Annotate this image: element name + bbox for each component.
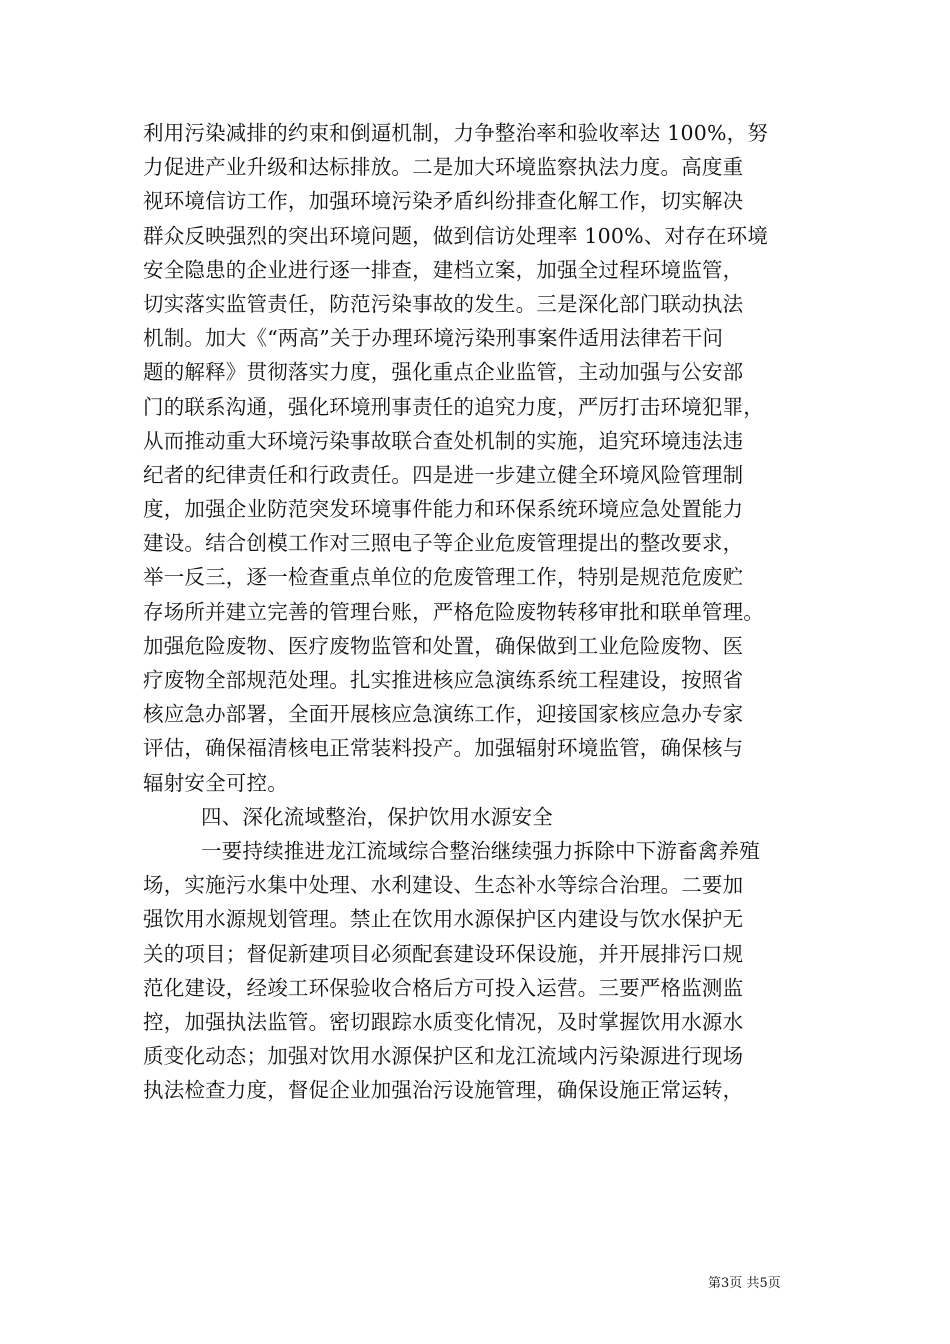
footer-total-pages: 5 xyxy=(759,1276,768,1291)
footer-current-page: 3 xyxy=(721,1276,730,1291)
text-line: 质变化动态；加强对饮用水源保护区和龙江流域内污染源进行现场 xyxy=(143,1044,744,1069)
footer-middle: 页 共 xyxy=(729,1276,760,1291)
text-line: 场，实施污水集中处理、水利建设、生态补水等综合治理。二要加 xyxy=(143,873,744,898)
text-line: 度，加强企业防范突发环境事件能力和环保系统环境应急处置能力 xyxy=(143,497,744,522)
text-line: 一要持续推进龙江流域综合整治继续强力拆除中下游畜禽养殖 xyxy=(201,838,760,863)
text-line: 存场所并建立完善的管理台账，严格危险废物转移审批和联单管理。 xyxy=(143,599,764,624)
footer-suffix: 页 xyxy=(767,1276,781,1291)
text-line: 切实落实监管责任，防范污染事故的发生。三是深化部门联动执法 xyxy=(143,291,744,316)
footer-prefix: 第 xyxy=(708,1276,722,1291)
text-line: 疗废物全部规范处理。扎实推进核应急演练系统工程建设，按照省 xyxy=(143,668,744,692)
text-line: 关的项目；督促新建项目必须配套建设环保设施，并开展排污口规 xyxy=(143,941,744,966)
text-line: 核应急办部署，全面开展核应急演练工作，迎接国家核应急办专家 xyxy=(143,702,744,727)
text-line: 视环境信访工作，加强环境污染矛盾纠纷排查化解工作，切实解决 xyxy=(143,189,744,214)
text-line: 举一反三，逐一检查重点单位的危废管理工作，特别是规范危废贮 xyxy=(143,565,744,590)
body-text xyxy=(143,116,813,1107)
text-line: 机制。加大《“两高”关于办理环境污染刑事案件适用法律若干问 xyxy=(143,326,724,351)
text-line: 执法检查力度，督促企业加强治污设施管理，确保设施正常运转， xyxy=(143,1078,744,1103)
text-line: 题的解释》贯彻落实力度，强化重点企业监管，主动加强与公安部 xyxy=(143,360,744,385)
text-line: 强饮用水源规划管理。禁止在饮用水源保护区内建设与饮水保护无 xyxy=(143,907,744,932)
text-line: 门的联系沟通，强化环境刑事责任的追究力度，严厉打击环境犯罪， xyxy=(143,394,764,419)
section-heading: 四、深化流域整治，保护饮用水源安全 xyxy=(201,804,553,829)
text-line: 利用污染减排的约束和倒逼机制，力争整治率和验收率达 100%，努 xyxy=(143,121,769,145)
text-line: 评估，确保福清核电正常装料投产。加强辐射环境监管，确保核与 xyxy=(143,736,744,761)
text-line: 力促进产业升级和达标排放。二是加大环境监察执法力度。高度重 xyxy=(143,155,744,180)
text-line: 建设。结合创模工作对三照电子等企业危废管理提出的整改要求， xyxy=(143,531,744,556)
text-line: 群众反映强烈的突出环境问题，做到信访处理率 100%、对存在环境 xyxy=(143,223,769,248)
text-line: 安全隐患的企业进行逐一排查，建档立案，加强全过程环境监管， xyxy=(143,257,744,282)
text-line: 范化建设，经竣工环保验收合格后方可投入运营。三要严格监测监 xyxy=(143,975,744,1000)
text-line: 加强危险废物、医疗废物监管和处置，确保做到工业危险废物、医 xyxy=(143,633,744,658)
text-line: 控，加强执法监管。密切跟踪水质变化情况，及时掌握饮用水源水 xyxy=(143,1009,744,1034)
text-line: 辐射安全可控。 xyxy=(143,770,288,795)
page-number-footer xyxy=(708,1276,781,1292)
text-line: 从而推动重大环境污染事故联合查处机制的实施，追究环境违法违 xyxy=(143,428,744,453)
text-line: 纪者的纪律责任和行政责任。四是进一步建立健全环境风险管理制 xyxy=(143,462,744,487)
